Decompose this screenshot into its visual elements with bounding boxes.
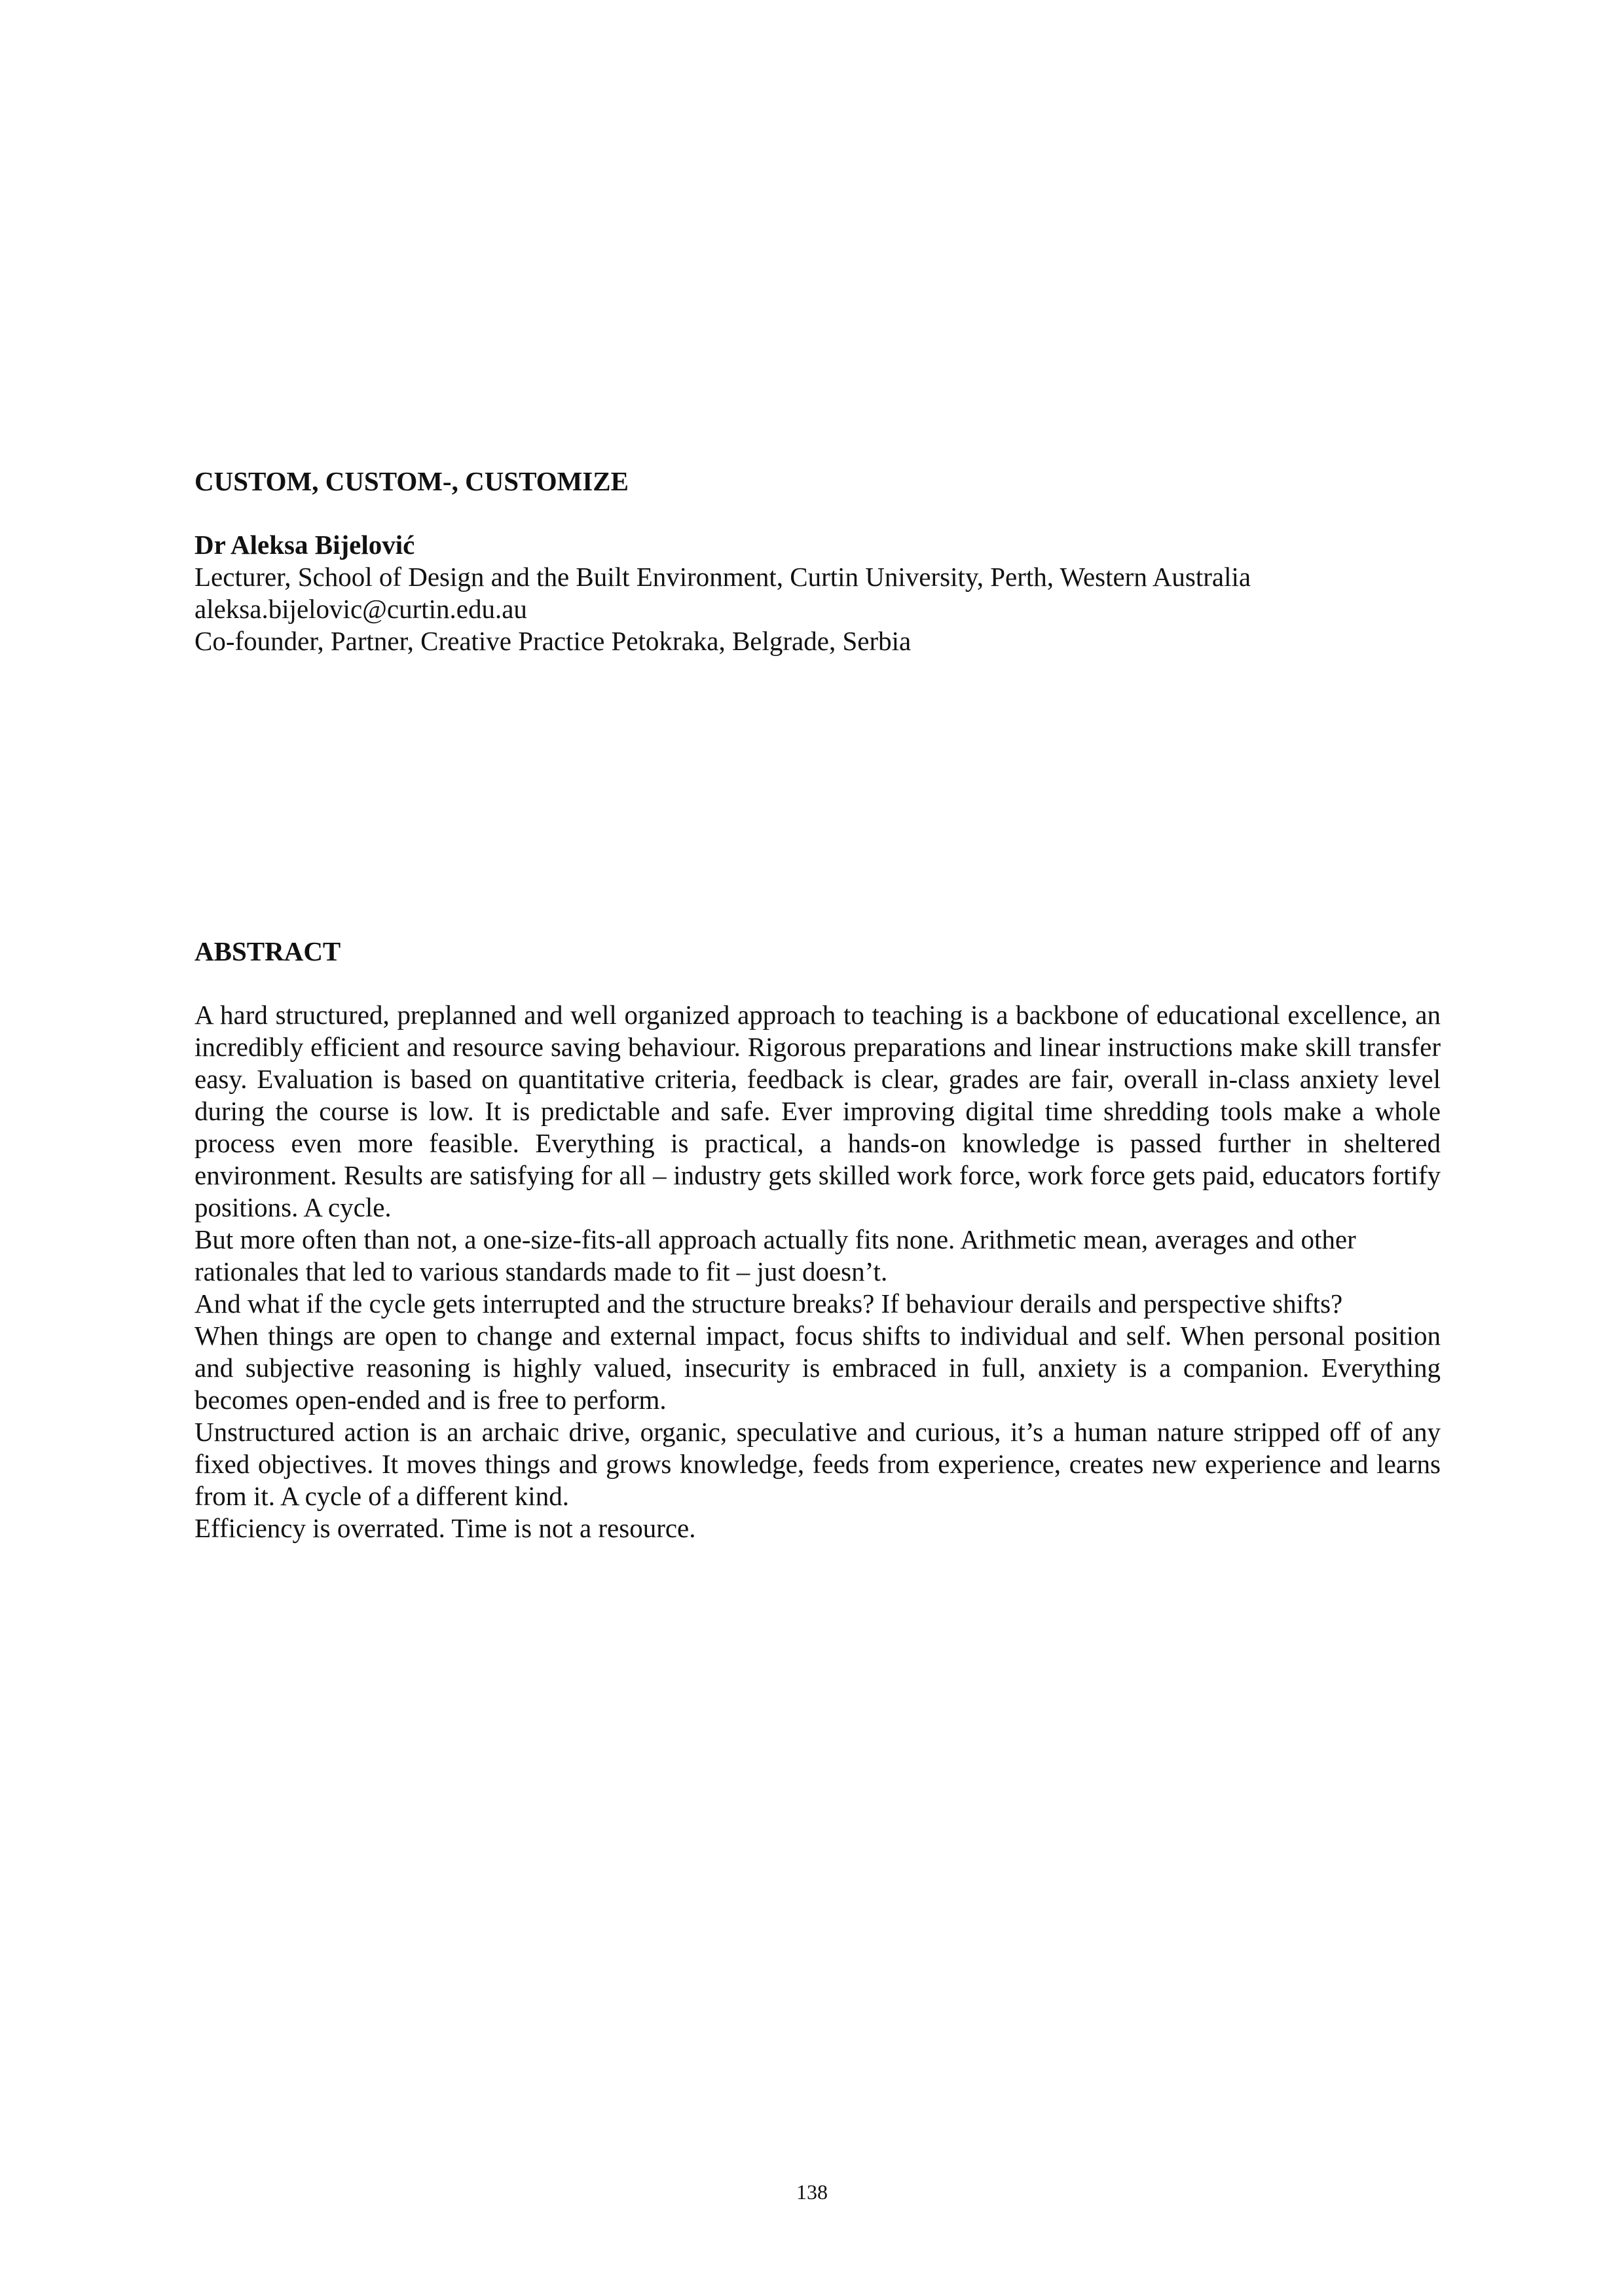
author-name: Dr Aleksa Bijelović — [194, 530, 415, 560]
abstract-paragraph: But more often than not, a one-size-fits-all approach actually fits none. Arithmetic mean, averages and other rationales that led to various standards made to fit – just doesn’t. — [194, 1224, 1356, 1286]
abstract-paragraph: A hard structured, preplanned and well organized approach to teaching is a backbone of educational excellence, an incredibly efficient and resource saving behaviour. Rigorous preparations and linear instructions make skill transfer easy. Evaluation is based on quantitative criteria, feedback is clear, grades are fair, overall in-class anxiety level during the course is low. It is predictable and safe. Ever improving digital time shredding tools make a whole process even more feasible. Everything is practical, a hands-on knowledge is passed further in sheltered environment. Results are satisfying for all – industry gets skilled work force, work force gets paid, educators fortify positions. A cycle. — [194, 1000, 1441, 1222]
abstract-paragraph: Efficiency is overrated. Time is not a resource. — [194, 1513, 696, 1543]
author-affiliation-secondary: Co-founder, Partner, Creative Practice Petokraka, Belgrade, Serbia — [194, 626, 912, 656]
paper-title: CUSTOM, CUSTOM-, CUSTOMIZE — [194, 466, 629, 496]
abstract-body — [194, 999, 1441, 1544]
abstract-paragraph: Unstructured action is an archaic drive, organic, speculative and curious, it’s a human nature stripped off of any fixed objectives. It moves things and grows knowledge, feeds from experience, creates new experience and learns from it. A cycle of a different kind. — [194, 1417, 1441, 1511]
abstract-paragraph: And what if the cycle gets interrupted and the structure breaks? If behaviour derails and perspective shifts? — [194, 1288, 1343, 1319]
page-number: 138 — [796, 2180, 828, 2204]
abstract-heading: ABSTRACT — [194, 936, 341, 966]
author-email: aleksa.bijelovic@curtin.edu.au — [194, 594, 527, 624]
author-affiliation: Lecturer, School of Design and the Built Environment, Curtin University, Perth, Western Australia — [194, 562, 1251, 592]
author-block — [194, 529, 1441, 657]
abstract-paragraph: When things are open to change and external impact, focus shifts to individual and self. When personal position and subjective reasoning is highly valued, insecurity is embraced in full, anxiety is a companion. Everything becomes open-ended and is free to perform. — [194, 1321, 1441, 1415]
